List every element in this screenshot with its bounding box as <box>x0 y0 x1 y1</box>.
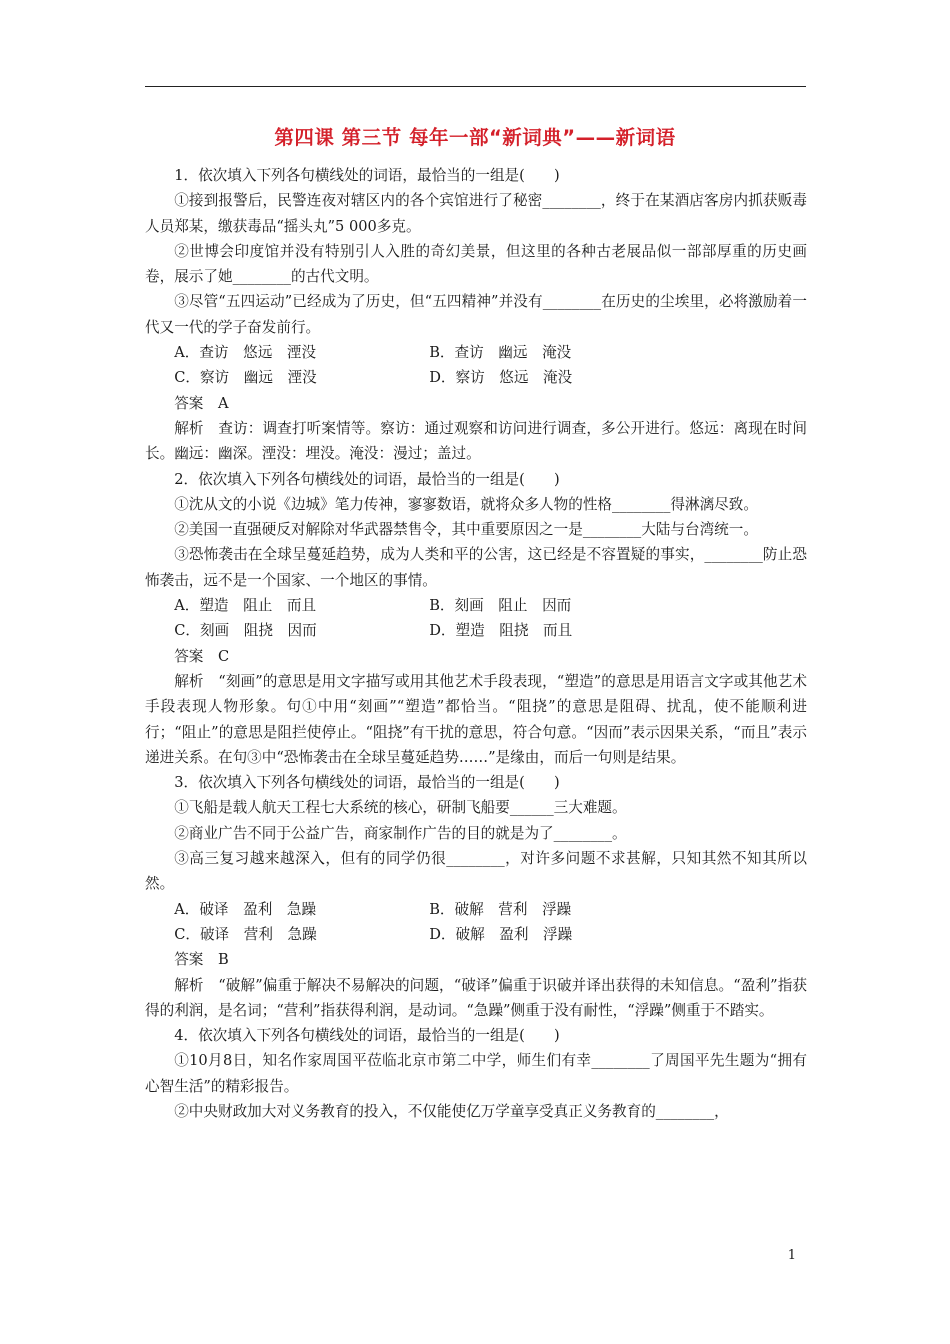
q3-sentence-3: ③高三复习越来越深入，但有的同学仍很________，对许多问题不求甚解，只知其然不知其所以然。 <box>145 850 807 893</box>
header-rule <box>145 86 806 87</box>
q2-option-b: B．刻画 阻止 因而 <box>429 597 572 615</box>
q1-stem: 1．依次填入下列各句横线处的词语，最恰当的一组是( ) <box>174 167 560 184</box>
q3-answer: 答案 B <box>174 951 229 969</box>
q1-option-c: C．察访 幽远 湮没 <box>174 369 317 387</box>
q2-options-row-1 <box>145 593 807 618</box>
q3-sentence-2: ②商业广告不同于公益广告，商家制作广告的目的就是为了________。 <box>174 824 627 842</box>
q4-sentence-1: ①10月8日，知名作家周国平莅临北京市第二中学，师生们有幸________了周国平先生题为“拥有心智生活”的精彩报告。 <box>145 1052 807 1095</box>
q1-options-row-2 <box>145 365 807 390</box>
q3-option-c: C．破译 营利 急躁 <box>174 925 317 943</box>
q1-option-b: B．查访 幽远 淹没 <box>429 344 572 362</box>
q4-sentence-2: ②中央财政加大对义务教育的投入，不仅能使亿万学童享受真正义务教育的________， <box>174 1102 729 1120</box>
q3-stem: 3．依次填入下列各句横线处的词语，最恰当的一组是( ) <box>174 774 560 792</box>
q2-stem: 2．依次填入下列各句横线处的词语，最恰当的一组是( ) <box>174 470 560 488</box>
q3-options-row-2 <box>145 922 807 947</box>
q1-analysis: 解析 查访：调查打听案情等。察访：通过观察和访问进行调查，多公开进行。悠远：离现在时间长。幽远：幽深。湮没：埋没。淹没：漫过；盖过。 <box>145 419 807 463</box>
q3-sentence-1: ①飞船是载人航天工程七大系统的核心，研制飞船要______三大难题。 <box>174 799 627 817</box>
q2-answer: 答案 C <box>174 647 230 665</box>
q2-sentence-3: ③恐怖袭击在全球呈蔓延趋势，成为人类和平的公害，这已经是不容置疑的事实，________防止恐怖袭击，远不是一个国家、一个地区的事情。 <box>145 546 807 589</box>
document-body <box>145 163 807 1124</box>
q1-option-d: D．察访 悠远 淹没 <box>429 369 573 387</box>
q3-option-a: A．破译 盈利 急躁 <box>174 900 317 918</box>
q1-options-row-1 <box>145 340 807 365</box>
q2-analysis: 解析 “刻画”的意思是用文字描写或用其他艺术手段表现，“塑造”的意思是用语言文字或其他艺术手段表现人物形象。句①中用“刻画”“塑造”都恰当。“阻挠”的意思是阻碍、扰乱，使不能顺利进行；“阻止”的意思是阻拦使停止。“阻挠”有干扰的意思，符合句意。“因而”表示因果关系，“而且”表示递进关系。在句③中“恐怖袭击在全球呈蔓延趋势……”是缘由，而后一句则是结果。 <box>145 672 807 766</box>
q1-sentence-2: ②世博会印度馆并没有特别引人入胜的奇幻美景，但这里的各种古老展品似一部部厚重的历史画卷，展示了她________的古代文明。 <box>145 242 807 286</box>
q2-options-row-2 <box>145 618 807 643</box>
page-number: 1 <box>787 1248 796 1263</box>
q3-option-d: D．破解 盈利 浮躁 <box>429 925 573 943</box>
page-title: 第四课 第三节 每年一部“新词典”——新词语 <box>274 126 676 149</box>
q3-option-b: B．破解 营利 浮躁 <box>429 900 572 918</box>
q2-sentence-1: ①沈从文的小说《边城》笔力传神，寥寥数语，就将众多人物的性格________得淋漓尽致。 <box>174 495 758 513</box>
q4-stem: 4．依次填入下列各句横线处的词语，最恰当的一组是( ) <box>174 1027 560 1045</box>
q1-sentence-1: ①接到报警后，民警连夜对辖区内的各个宾馆进行了秘密________，终于在某酒店客房内抓获贩毒人员郑某，缴获毒品“摇头丸”5 000多克。 <box>145 192 807 235</box>
q1-option-a: A．查访 悠远 湮没 <box>174 344 317 362</box>
q1-answer: 答案 A <box>174 394 229 412</box>
q2-option-c: C．刻画 阻挠 因而 <box>174 622 317 640</box>
q3-analysis: 解析 “破解”偏重于解决不易解决的问题，“破译”偏重于识破并译出获得的未知信息。“盈利”指获得的利润，是名词；“营利”指获得利润，是动词。“急躁”侧重于没有耐性，“浮躁”侧重于不踏实。 <box>145 976 807 1019</box>
q1-sentence-3: ③尽管“五四运动”已经成为了历史，但“五四精神”并没有________在历史的尘埃里，必将激励着一代又一代的学子奋发前行。 <box>145 293 807 336</box>
q2-sentence-2: ②美国一直强硬反对解除对华武器禁售令，其中重要原因之一是________大陆与台湾统一。 <box>174 521 758 539</box>
q2-option-a: A．塑造 阻止 而且 <box>174 597 317 615</box>
q3-options-row-1 <box>145 897 807 922</box>
q2-option-d: D．塑造 阻挠 而且 <box>429 622 573 640</box>
